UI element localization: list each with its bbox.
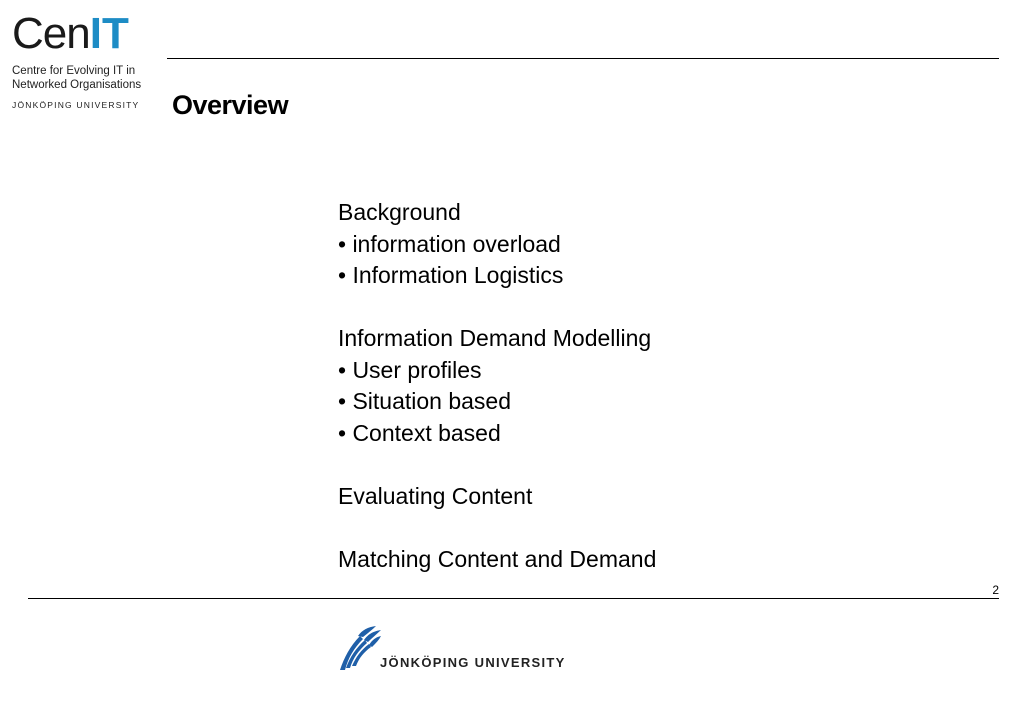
logo-subtitle-line2: Networked Organisations <box>12 79 142 91</box>
bullet-item: • information overload <box>338 230 561 257</box>
page-number: 2 <box>992 583 999 597</box>
cenit-wordmark <box>12 9 172 58</box>
logo-it-text: IT <box>89 9 129 58</box>
logo-subtitle <box>12 64 172 92</box>
university-emblem-icon <box>338 624 382 672</box>
footer-university-name: JÖNKÖPING UNIVERSITY <box>380 655 566 670</box>
jonkoping-university-logo <box>338 624 578 674</box>
slide-title: Overview <box>172 90 289 120</box>
bullet-item: • Context based <box>338 419 501 446</box>
logo-cen-text: Cen <box>12 9 90 58</box>
bullet-item: • Situation based <box>338 388 512 414</box>
section-heading: Matching Content and Demand <box>338 545 657 572</box>
slide-content <box>338 197 656 575</box>
section-heading: Background <box>338 199 461 225</box>
logo-subtitle-line1: Centre for Evolving IT in <box>12 65 136 77</box>
section-heading: Information Demand Modelling <box>338 325 652 351</box>
cenit-logo <box>12 9 172 110</box>
bullet-item: • User profiles <box>338 356 482 383</box>
section-heading: Evaluating Content <box>338 482 533 509</box>
logo-university: JÖNKÖPING UNIVERSITY <box>12 100 140 110</box>
footer-divider <box>28 598 999 599</box>
header-divider <box>167 58 999 59</box>
bullet-item: • Information Logistics <box>338 262 564 288</box>
